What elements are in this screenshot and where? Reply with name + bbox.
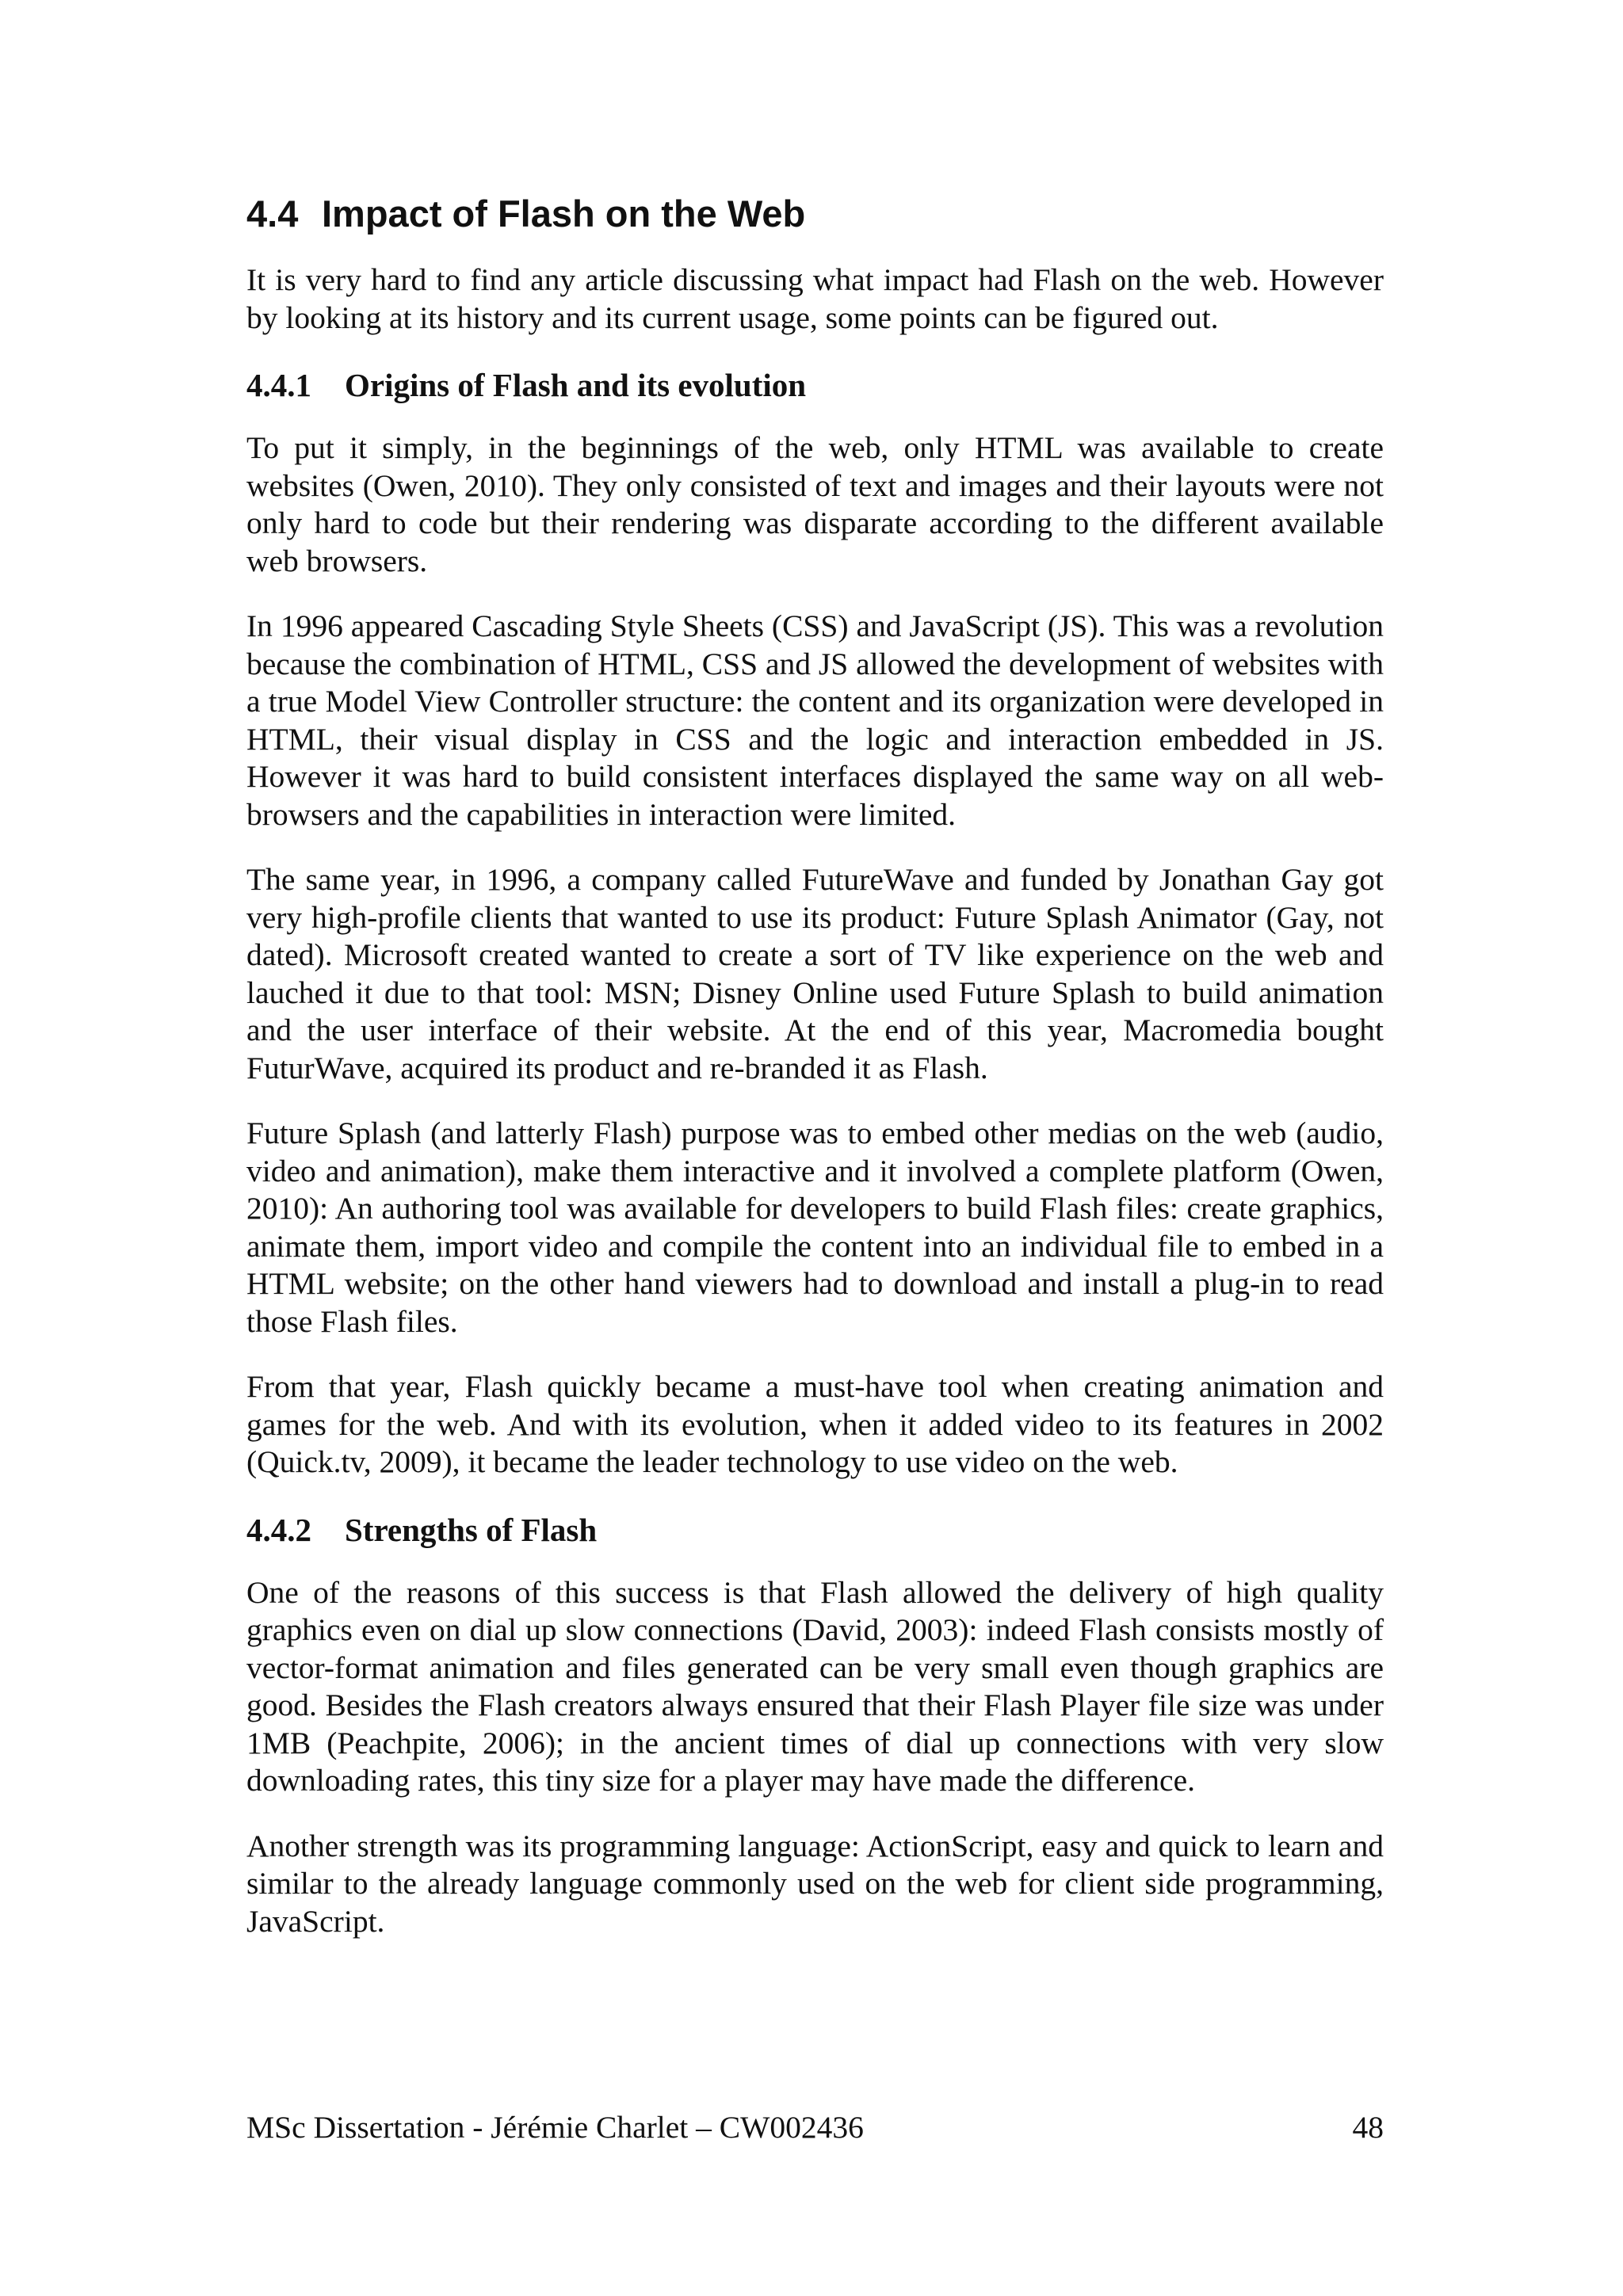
- intro-paragraph: It is very hard to find any article discussing what impact had Flash on the web. However by looking at its history and its current usage, some points can be figured out.: [246, 262, 1384, 335]
- page-number: 48: [1352, 2110, 1384, 2145]
- subsection-heading-origins: [246, 364, 1384, 406]
- paragraph: Another strength was its programming language: ActionScript, easy and quick to learn and similar to the already language commonly used on the web for client side programming, JavaScript.: [246, 1828, 1384, 1939]
- subsection-heading-strengths: [246, 1509, 1384, 1550]
- page-footer: [246, 2107, 1384, 2147]
- section-heading: [246, 190, 1384, 238]
- paragraph: The same year, in 1996, a company called FutureWave and funded by Jonathan Gay got very high-profile clients that wanted to use its product: Future Splash Animator (Gay, not dated). Microsoft created wanted to create a sort of TV like experience on the web and lauched it due to that tool: MSN; Disney Online used Future Splash to build animation and the user interface of their website. At the end of this year, Macromedia bought FuturWave, acquired its product and re-branded it as Flash.: [246, 862, 1384, 1085]
- page-content: [246, 190, 1384, 1968]
- paragraph: One of the reasons of this success is that Flash allowed the delivery of high quality graphics even on dial up slow connections (David, 2003): indeed Flash consists mostly of vector-format animation and files generated can be very small even though graphics are good. Besides the Flash creators always ensured that their Flash Player file size was under 1MB (Peachpite, 2006); in the ancient times of dial up connections with very slow downloading rates, this tiny size for a player may have made the difference.: [246, 1574, 1384, 1798]
- footer-author-text: MSc Dissertation - Jérémie Charlet – CW002436: [246, 2110, 864, 2145]
- subsection-number: 4.4.2: [246, 1511, 311, 1548]
- paragraph: From that year, Flash quickly became a must-have tool when creating animation and games for the web. And with its evolution, when it added video to its features in 2002 (Quick.tv, 2009), it became the leader technology to use video on the web.: [246, 1369, 1384, 1479]
- subsection-title: Origins of Flash and its evolution: [345, 367, 807, 403]
- paragraph: Future Splash (and latterly Flash) purpose was to embed other medias on the web (audio, video and animation), make them interactive and it involved a complete platform (Owen, 2010): An authoring tool was available for developers to build Flash files: create graphics, animate them, import video and compile the content into an individual file to embed in a HTML website; on the other hand viewers had to download and install a plug-in to read those Flash files.: [246, 1116, 1384, 1339]
- paragraph: To put it simply, in the beginnings of the web, only HTML was available to create websites (Owen, 2010). They only consisted of text and images and their layouts were not only hard to code but their rendering was disparate according to the different available web browsers.: [246, 430, 1384, 578]
- subsection-title: Strengths of Flash: [345, 1511, 598, 1548]
- section-title: Impact of Flash on the Web: [322, 193, 806, 235]
- section-number: 4.4: [246, 193, 299, 235]
- subsection-number: 4.4.1: [246, 367, 311, 403]
- paragraph: In 1996 appeared Cascading Style Sheets (CSS) and JavaScript (JS). This was a revolution because the combination of HTML, CSS and JS allowed the development of websites with a true Model View Controller structure: the content and its organization were developed in HTML, their visual display in CSS and the logic and interaction embedded in JS. However it was hard to build consistent interfaces displayed the same way on all web-browsers and the capabilities in interaction were limited.: [246, 608, 1384, 832]
